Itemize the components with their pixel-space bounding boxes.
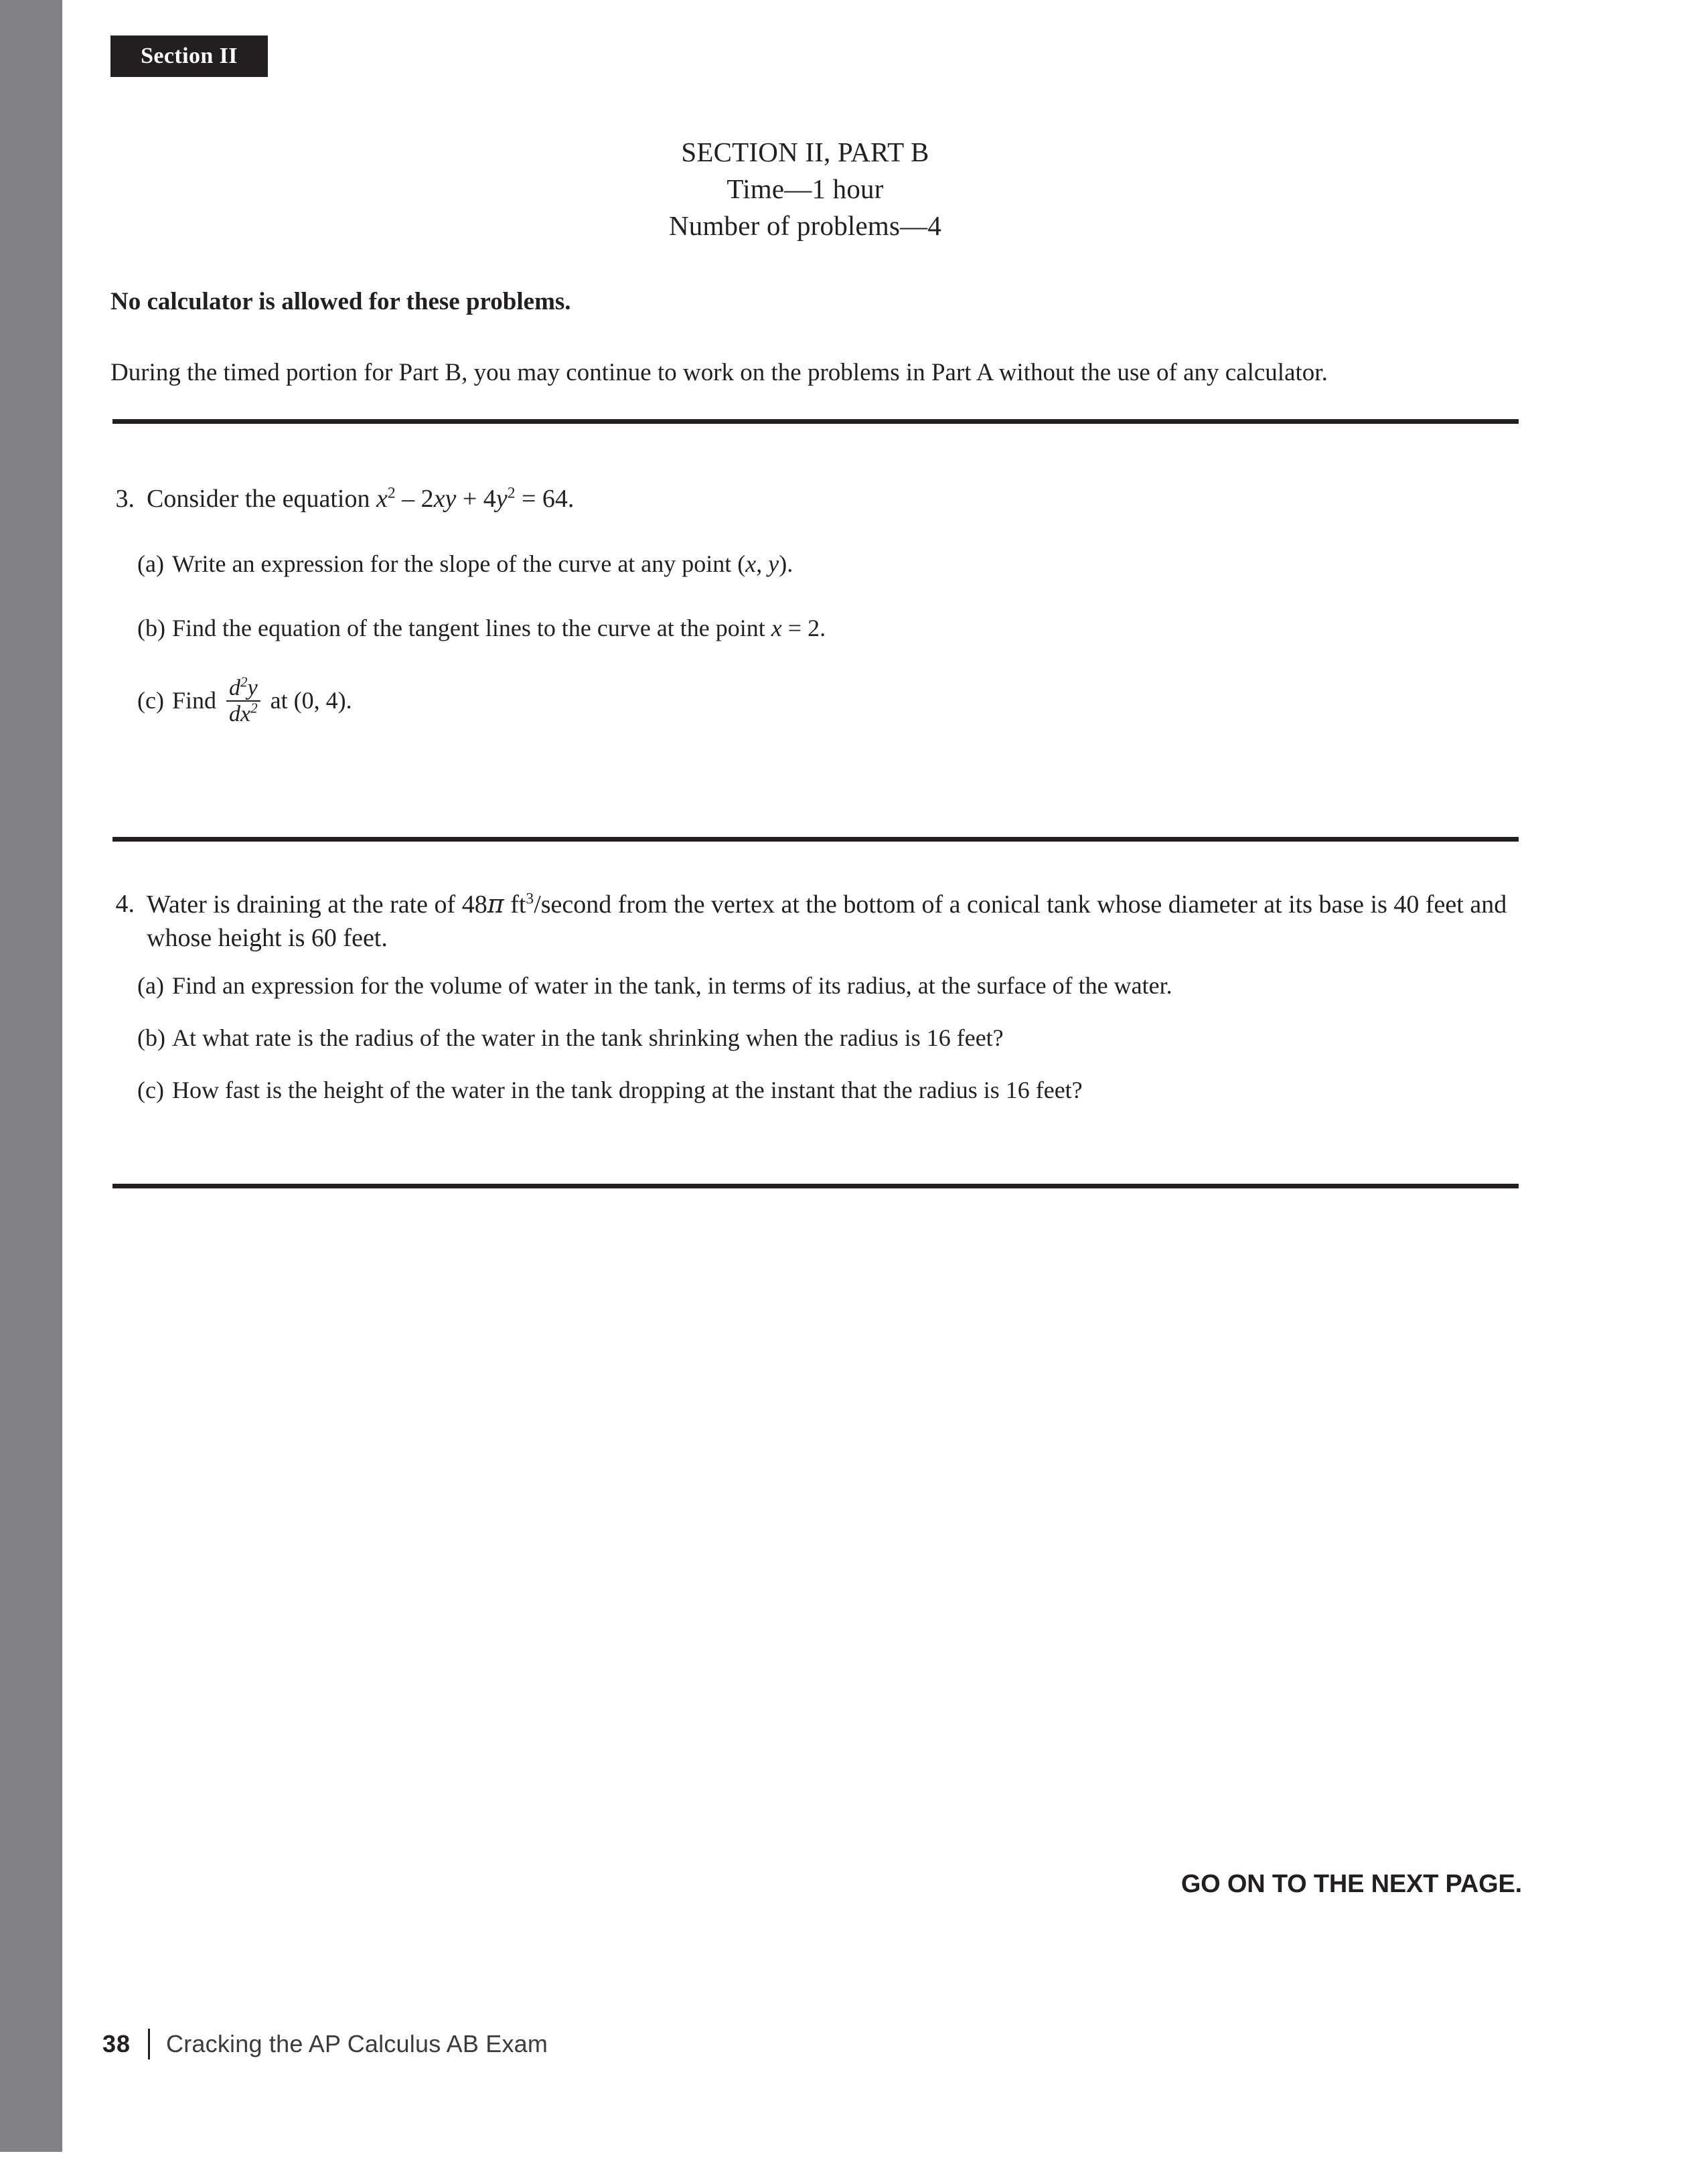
go-on-notice: GO ON TO THE NEXT PAGE.	[1180, 1870, 1522, 1898]
problem-3-minus-term: – 2	[395, 485, 434, 513]
intro-paragraph: During the timed portion for Part B, you may continue to work on the problems in Part A without the use of any calculator.	[110, 359, 1328, 386]
problem-3-part-b-after: = 2.	[781, 615, 826, 641]
footer-page-number: 38	[102, 2030, 131, 2057]
problem-4-part-b	[110, 1022, 1523, 1054]
problem-3-part-a-before: Write an expression for the slope of the curve at any point (	[172, 550, 746, 577]
page-footer	[102, 2029, 548, 2059]
problem-3-exp-y: 2	[507, 484, 516, 502]
problem-3-part-c	[110, 676, 1523, 726]
problem-3-part-a-mid: ,	[756, 550, 769, 577]
problem-4-stem-row	[110, 887, 1523, 955]
exam-heading	[110, 134, 1500, 244]
fraction-numerator	[226, 676, 260, 700]
problem-3-part-a-text	[172, 548, 1523, 580]
problem-3-part-a-var-y: y	[768, 550, 779, 577]
problem-3-var-x: x	[376, 485, 388, 513]
fraction-numerator-var: y	[247, 676, 258, 700]
calculator-notice: No calculator is allowed for these problems.	[110, 288, 571, 315]
problem-3-part-b-text	[172, 612, 1523, 644]
fraction-denominator	[226, 700, 260, 726]
problem-4-pi-symbol: π	[487, 889, 504, 919]
section-tab	[110, 35, 268, 77]
problem-3-term-xy: xy	[433, 485, 457, 513]
problem-3-part-c-before: Find	[172, 686, 223, 714]
problem-3-part-c-after: at (0, 4).	[264, 686, 352, 714]
problem-4-part-b-text: At what rate is the radius of the water in the tank shrinking when the radius is 16 feet?	[172, 1024, 1004, 1051]
problem-4-part-a-label: (a)	[137, 972, 164, 999]
problem-4-part-c	[110, 1074, 1523, 1106]
problem-4-part-a-text: Find an expression for the volume of water in the tank, in terms of its radius, at the surface of the water.	[172, 972, 1172, 999]
divider-rule-bottom	[112, 1184, 1519, 1188]
problem-3-exp-x: 2	[387, 484, 396, 502]
problem-4	[110, 887, 1523, 1126]
problem-3-stem-prefix: Consider the equation	[147, 485, 376, 513]
fraction-denominator-dx: dx	[229, 701, 251, 726]
problem-4-parts	[110, 969, 1523, 1106]
problem-4-stem-part1: Water is draining at the rate of 48	[147, 890, 487, 919]
problem-3-part-c-text	[172, 676, 1523, 726]
problem-4-part-c-text: How fast is the height of the water in the tank dropping at the instant that the radius is 16 feet?	[172, 1077, 1083, 1103]
problem-3-parts	[110, 548, 1523, 726]
problem-4-cubic-exponent: 3	[526, 890, 534, 908]
heading-section-title: SECTION II, PART B	[681, 137, 929, 167]
footer-book-title: Cracking the AP Calculus AB Exam	[166, 2030, 548, 2057]
second-derivative-fraction	[226, 676, 260, 726]
problem-3-plus-term: + 4	[456, 485, 496, 513]
heading-time: Time—1 hour	[727, 173, 884, 204]
fraction-numerator-d: d	[229, 676, 241, 700]
problem-3-equals-term: = 64.	[515, 485, 575, 513]
problem-4-number: 4.	[115, 890, 135, 918]
problem-3-part-b-label: (b)	[137, 615, 165, 641]
problem-3-part-c-label: (c)	[137, 686, 164, 714]
page-content	[62, 0, 1682, 2184]
fraction-denominator-exponent: 2	[250, 700, 258, 716]
problem-3-var-y: y	[495, 485, 508, 513]
problem-4-part-c-label: (c)	[137, 1077, 164, 1103]
fraction-numerator-exponent: 2	[240, 674, 248, 690]
divider-rule-top	[112, 419, 1519, 424]
problem-4-stem	[147, 887, 1523, 955]
problem-3	[110, 482, 1523, 758]
problem-3-part-a-var-x: x	[745, 550, 757, 577]
problem-3-part-a-label: (a)	[137, 550, 164, 577]
problem-4-part-b-label: (b)	[137, 1024, 165, 1051]
problem-3-part-b-var-x: x	[771, 615, 782, 641]
problem-3-stem	[147, 482, 1523, 516]
problem-3-number: 3.	[115, 485, 135, 513]
heading-problem-count: Number of problems—4	[668, 210, 942, 241]
problem-4-part-a	[110, 969, 1523, 1002]
problem-3-part-a	[110, 548, 1523, 580]
problem-4-stem-part2: ft	[504, 890, 526, 919]
divider-rule-middle	[112, 837, 1519, 842]
problem-3-part-a-after: ).	[779, 550, 793, 577]
footer-divider	[148, 2029, 150, 2059]
section-tab-label: Section II	[141, 44, 238, 68]
problem-3-part-b-before: Find the equation of the tangent lines to the curve at the point	[172, 615, 771, 641]
problem-3-stem-row	[110, 482, 1523, 516]
problem-4-stem-part3: /second from the vertex at the bottom of a conical tank whose diameter at its base is 40 feet and whose height is 60 feet.	[147, 890, 1507, 952]
problem-3-part-b	[110, 612, 1523, 644]
left-edge-bar	[0, 0, 62, 2152]
